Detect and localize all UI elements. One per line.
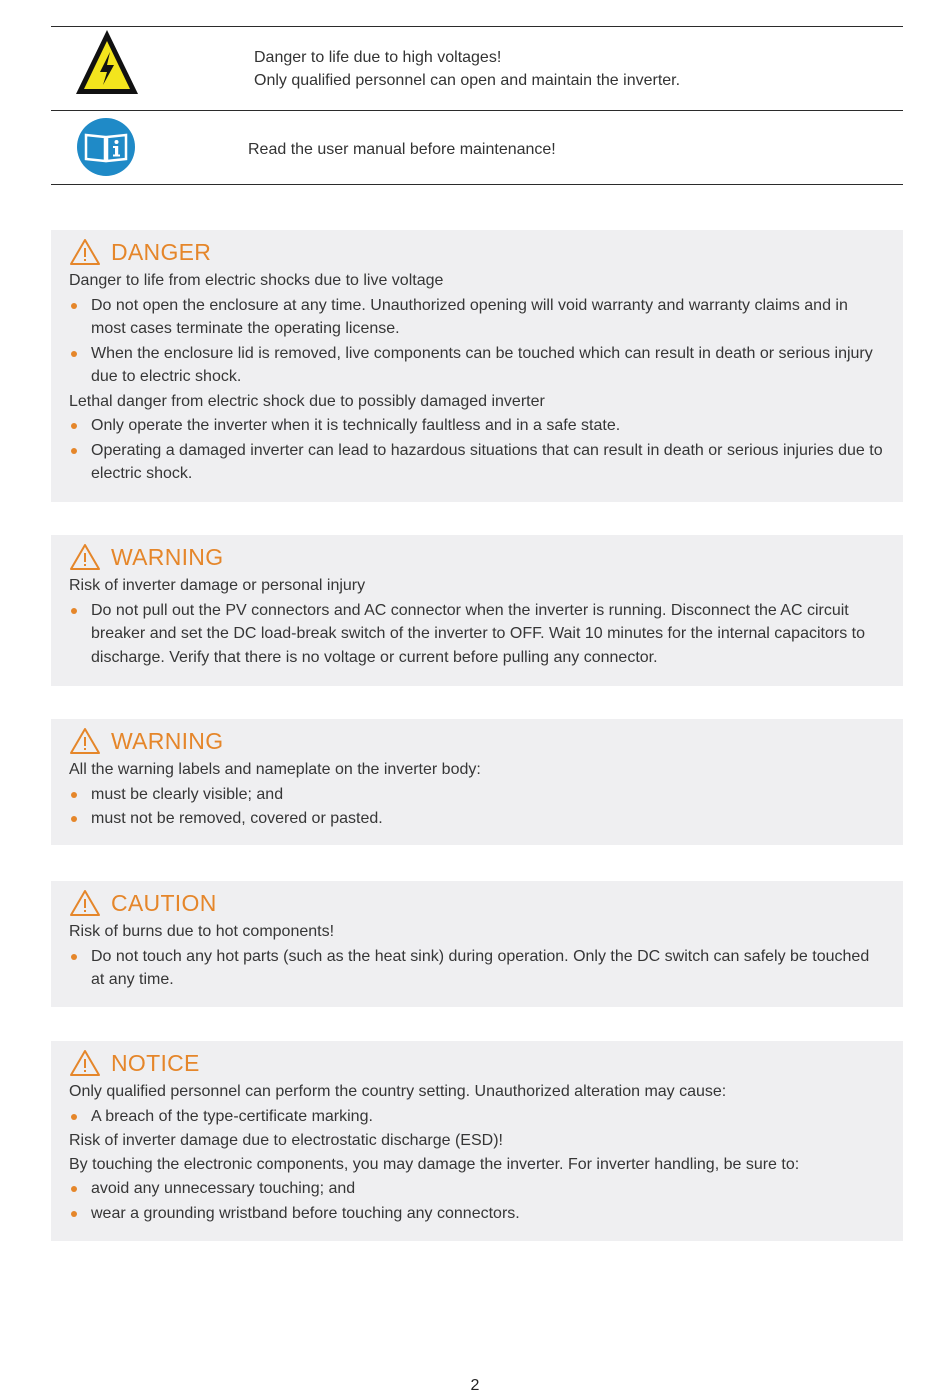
box-title: CAUTION — [111, 889, 217, 916]
bullet-item: Only operate the inverter when it is technically faultless and in a safe state. — [69, 414, 885, 438]
box-text: Danger to life from electric shocks due to live voltage — [69, 272, 444, 289]
warning-triangle-icon — [69, 727, 101, 755]
warning-box-1 — [51, 535, 903, 686]
symbol-text-line: Read the user manual before maintenance! — [248, 141, 556, 158]
bullet-item: A breach of the type-certificate marking. — [69, 1105, 885, 1129]
symbol-table — [51, 26, 903, 185]
box-text: Risk of inverter damage due to electrostatic discharge (ESD)! — [69, 1132, 503, 1149]
bullet-item: must not be removed, covered or pasted. — [69, 807, 885, 831]
high-voltage-warning-icon — [74, 28, 140, 101]
warning-triangle-icon — [69, 1049, 101, 1077]
symbol-text-line: Only qualified personnel can open and maintain the inverter. — [254, 72, 681, 89]
box-header — [69, 1049, 885, 1077]
box-header — [69, 238, 885, 266]
bullet-item: Do not open the enclosure at any time. Unauthorized opening will void warranty and warranty claims and in most cases terminate the operating license. — [69, 294, 885, 341]
bullet-item: Operating a damaged inverter can lead to hazardous situations that can result in death or serious injuries due to electric shock. — [69, 439, 885, 486]
box-text: Risk of burns due to hot components! — [69, 923, 335, 940]
box-text: By touching the electronic components, you may damage the inverter. For inverter handling, be sure to: — [69, 1155, 800, 1173]
read-manual-icon — [76, 117, 136, 182]
box-header — [69, 543, 885, 571]
box-header — [69, 727, 885, 755]
high-voltage-text — [254, 46, 680, 92]
box-text: Lethal danger from electric shock due to possibly damaged inverter — [69, 392, 545, 410]
danger-box — [51, 230, 903, 502]
bullet-item: avoid any unnecessary touching; and — [69, 1177, 885, 1201]
caution-box — [51, 881, 903, 1007]
read-manual-text — [248, 138, 556, 161]
box-text: Only qualified personnel can perform the country setting. Unauthorized alteration may cause: — [69, 1083, 727, 1100]
box-title: NOTICE — [111, 1049, 200, 1076]
box-text: All the warning labels and nameplate on the inverter body: — [69, 761, 481, 778]
bullet-item: must be clearly visible; and — [69, 783, 885, 807]
bullet-item: wear a grounding wristband before touching any connectors. — [69, 1202, 885, 1226]
warning-box-2 — [51, 719, 903, 845]
symbol-row-read-manual — [51, 110, 903, 185]
box-header — [69, 889, 885, 917]
symbol-text-line: Danger to life due to high voltages! — [254, 49, 502, 66]
bullet-item: When the enclosure lid is removed, live components can be touched which can result in death or serious injury due to electric shock. — [69, 342, 885, 389]
box-title: WARNING — [111, 727, 224, 754]
warning-triangle-icon — [69, 238, 101, 266]
box-title: WARNING — [111, 543, 224, 570]
notice-box — [51, 1041, 903, 1241]
bullet-item: Do not pull out the PV connectors and AC connector when the inverter is running. Disconnect the AC circuit breaker and set the DC load-break switch of the inverter to OFF. Wait 10 minutes for the internal capacitors to discharge. Verify that there is no voltage or current before pulling any connector. — [69, 599, 885, 670]
symbol-row-high-voltage — [51, 26, 903, 110]
warning-triangle-icon — [69, 543, 101, 571]
page-number: 2 — [470, 1377, 480, 1394]
bullet-item: Do not touch any hot parts (such as the heat sink) during operation. Only the DC switch can safely be touched at any time. — [69, 945, 885, 992]
box-title: DANGER — [111, 238, 212, 265]
warning-triangle-icon — [69, 889, 101, 917]
box-text: Risk of inverter damage or personal injury — [69, 577, 366, 594]
